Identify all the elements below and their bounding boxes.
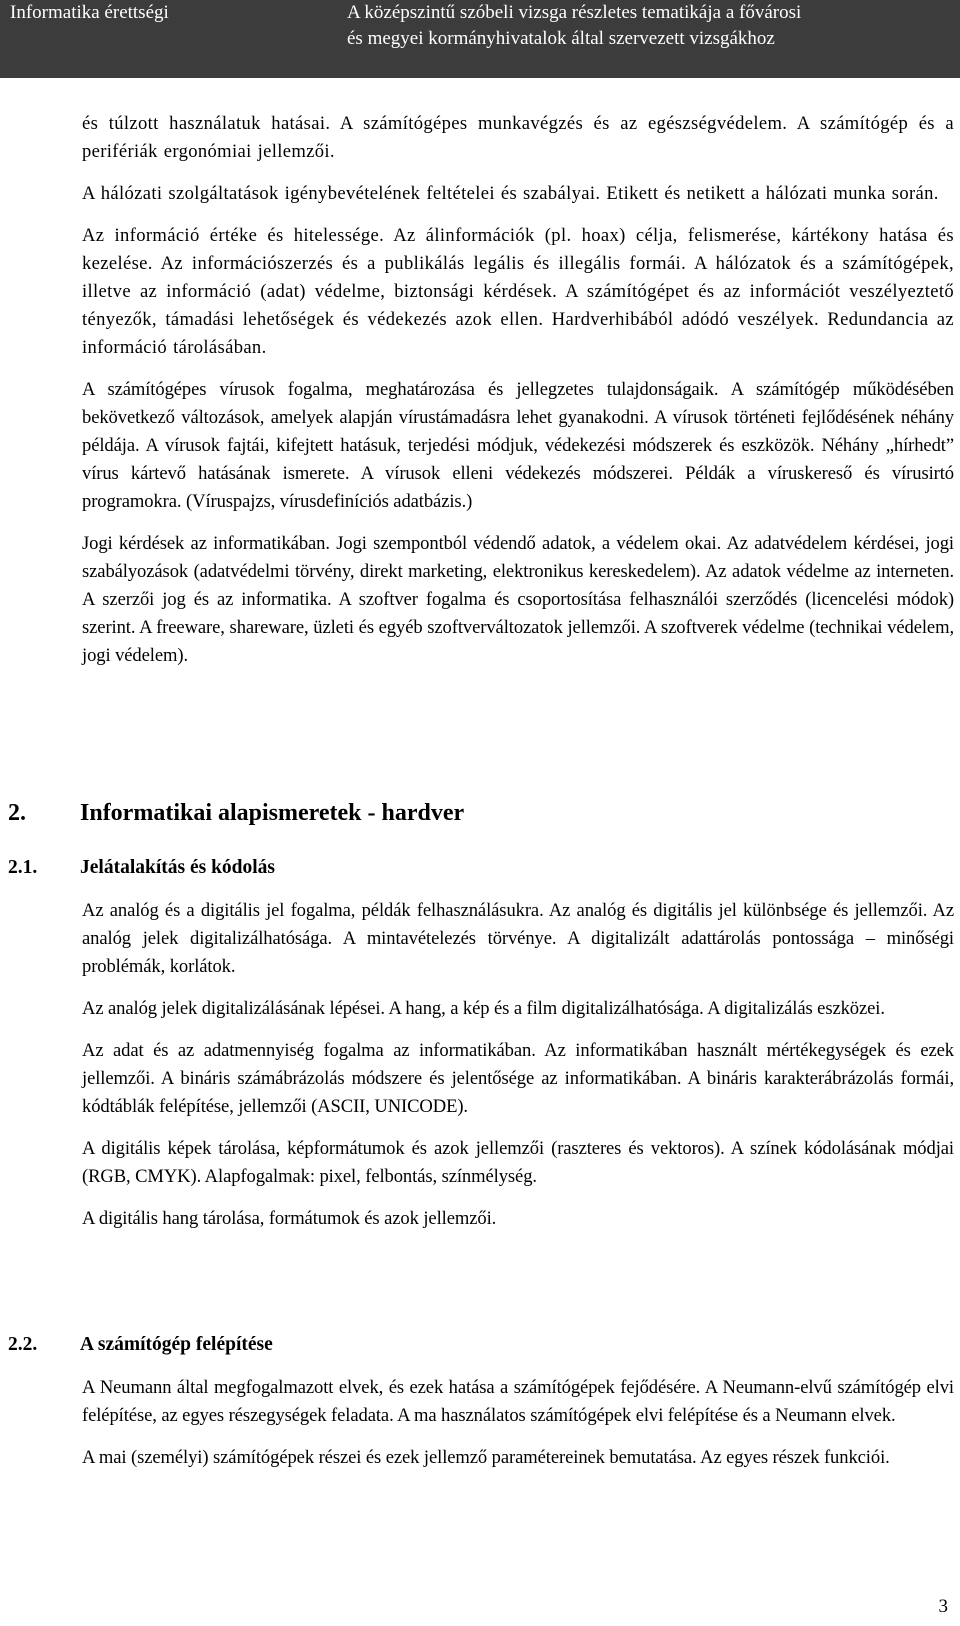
paragraph: Jogi kérdések az informatikában. Jogi szempontból védendő adatok, a védelem okai. Az adatvédelem kérdései, jogi szabályozások (adatvédelmi törvény, direkt marketing, elektronikus kereskedelem). Az adatok védelme az interneten. A szerzői jog és az informatika. A szoftver fogalma és csoportosítása felhasználói szerződés (licencelési módok) szerint. A freeware, shareware, üzleti és egyéb szoftverváltozatok jellemzői. A szoftverek védelme (technikai védelem, jogi védelem). <box>82 533 954 666</box>
intro-content <box>82 110 954 684</box>
section-2-1-content <box>82 897 954 1247</box>
section-title: Jelátalakítás és kódolás <box>80 857 276 878</box>
section-2-2-content <box>82 1374 954 1486</box>
page-header <box>0 0 960 78</box>
paragraph: Az adat és az adatmennyiség fogalma az informatikában. Az informatikában használt mértékegységek és ezek jellemzői. A bináris számábrázolás módszere és jelentősége az informatikában. A bináris karakterábrázolás formái, kódtáblák felépítése, jellemzői (ASCII, UNICODE). <box>82 1040 954 1117</box>
paragraph: és túlzott használatuk hatásai. A számítógépes munkavégzés és az egészségvédelem. A számítógép és a perifériák ergonómiai jellemzői. <box>82 113 954 162</box>
header-description-line2: és megyei kormányhivatalok által szervezett vizsgákhoz <box>347 28 775 49</box>
header-description <box>347 0 947 52</box>
section-number: 2. <box>8 800 26 826</box>
paragraph: A digitális hang tárolása, formátumok és azok jellemzői. <box>82 1208 497 1229</box>
paragraph: A mai (személyi) számítógépek részei és ezek jellemző paramétereinek bemutatása. Az egyes részek funkciói. <box>82 1447 890 1468</box>
paragraph: A számítógépes vírusok fogalma, meghatározása és jellegzetes tulajdonságaik. A számítógép működésében bekövetkező változások, amelyek alapján vírustámadásra lehet gyanakodni. A vírusok történeti fejlődésének néhány példája. A vírusok fajtái, kifejtett hatásuk, terjedési módjuk, védekezési módszerek és eszközök. Néhány „hírhedt” vírus kártevő hatásának ismerete. A vírusok elleni védekezés módszerei. Példák a víruskereső és vírusirtó programokra. (Víruspajzs, vírusdefiníciós adatbázis.) <box>82 379 954 512</box>
paragraph: A Neumann által megfogalmazott elvek, és ezek hatása a számítógépek fejődésére. A Neumann-elvű számítógép elvi felépítése, az egyes részegységek feladata. A ma használatos számítógépek elvi felépítése és a Neumann elvek. <box>82 1377 954 1426</box>
header-subject: Informatika érettségi <box>10 2 169 23</box>
section-number: 2.1. <box>8 857 38 878</box>
paragraph: Az információ értéke és hitelessége. Az álinformációk (pl. hoax) célja, felismerése, kártékony hatása és kezelése. Az információszerzés és a publikálás legális és illegális formái. A hálózatok és a számítógépek, illetve az információ (adat) védelme, biztonsági kérdések. A számítógépet és az információt veszélyeztető tényezők, támadási lehetőségek és védekezés azok ellen. Hardverhibából adódó veszélyek. Redundancia az információ tárolásában. <box>82 225 954 358</box>
paragraph: A digitális képek tárolása, képformátumok és azok jellemzői (raszteres és vektoros). A színek kódolásának módjai (RGB, CMYK). Alapfogalmak: pixel, felbontás, színmélység. <box>82 1138 954 1187</box>
section-title: Informatikai alapismeretek - hardver <box>80 800 465 826</box>
paragraph: A hálózati szolgáltatások igénybevételének feltételei és szabályai. Etikett és netikett a hálózati munka során. <box>82 183 939 204</box>
paragraph: Az analóg jelek digitalizálásának lépései. A hang, a kép és a film digitalizálhatósága. A digitalizálás eszközei. <box>82 998 885 1019</box>
paragraph: Az analóg és a digitális jel fogalma, példák felhasználásukra. Az analóg és digitális jel különbsége és jellemzői. Az analóg jelek digitalizálhatósága. A mintavételezés törvénye. A digitalizált adattárolás pontossága – minőségi problémák, korlátok. <box>82 900 954 977</box>
section-title: A számítógép felépítése <box>80 1334 273 1355</box>
header-description-line1: A középszintű szóbeli vizsga részletes tematikája a fővárosi <box>347 2 802 23</box>
page-number: 3 <box>938 1596 948 1617</box>
section-number: 2.2. <box>8 1334 38 1355</box>
